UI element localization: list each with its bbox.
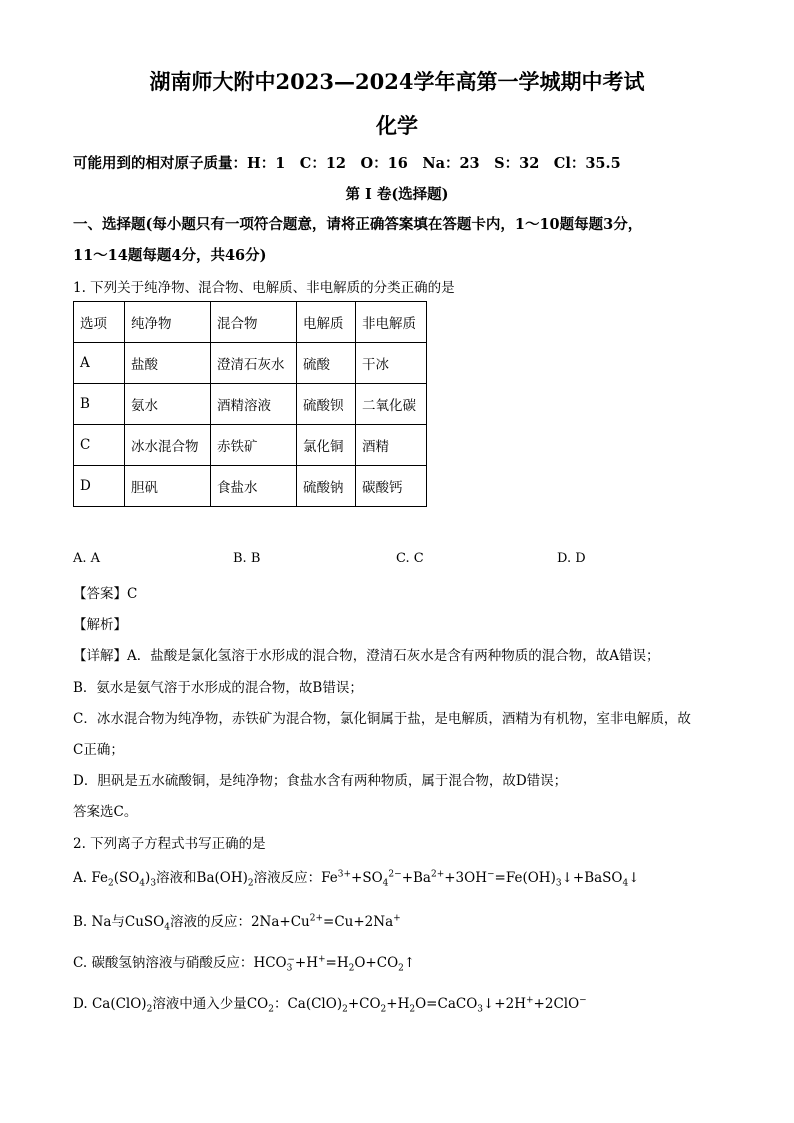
formula: $CO_2$	[246, 996, 274, 1015]
option-c: C. C	[396, 551, 424, 566]
table-cell: 胆矾	[125, 466, 211, 507]
table-cell: 干冰	[356, 343, 427, 384]
table-header-row	[74, 302, 427, 343]
explanation-line: B．氨水是氨气溶于水形成的混合物，故B错误；	[73, 680, 363, 696]
table-cell: C	[74, 425, 125, 466]
table-header-cell: 混合物	[211, 302, 297, 343]
table-header-cell: 纯净物	[125, 302, 211, 343]
explanation-line: 答案选C。	[73, 804, 138, 820]
atomic-masses: 可能用到的相对原子质量：H：1 C：12 O：16 Na：23 S：32 Cl：35.5	[73, 155, 621, 172]
formula: CuSO$_4$	[124, 914, 170, 933]
explanation-line: D．胆矾是五水硫酸铜，是纯净物；食盐水含有两种物质，属于混合物，故D错误；	[73, 773, 568, 789]
formula: $Fe_2(SO_4)_3$	[91, 870, 157, 889]
table-cell: B	[74, 384, 125, 425]
table-cell: D	[74, 466, 125, 507]
table-cell: 二氧化碳	[356, 384, 427, 425]
option-label: A.	[73, 870, 88, 886]
option-label: C.	[73, 955, 88, 971]
option-label: D.	[73, 996, 88, 1012]
volume-title: 第 I 卷(选择题)	[345, 186, 449, 203]
table-header-cell: 电解质	[297, 302, 356, 343]
explanation-line: 【详解】A．盐酸是氯化氢溶于水形成的混合物，澄清石灰水是含有两种物质的混合物，故A错误；	[73, 648, 660, 664]
ionic-equation: $2Na+Cu^{2+}=Cu+2Na^+$	[250, 913, 401, 930]
table-row	[74, 384, 427, 425]
table-header-cell: 非电解质	[356, 302, 427, 343]
subject-title: 化学	[376, 113, 418, 138]
ionic-equation: $Ca(ClO)_2+CO_2+H_2O=CaCO_3↓+2H^++2ClO^-$	[287, 995, 587, 1015]
table-cell: A	[74, 343, 125, 384]
q2-option-b: B. Na与CuSO$_4$溶液的反应：$2Na+Cu^{2+}=Cu+2Na^+$	[73, 913, 401, 933]
table-cell: 硫酸钠	[297, 466, 356, 507]
option-a: A. A	[73, 551, 101, 566]
table-cell: 食盐水	[211, 466, 297, 507]
section-instructions-line1: 一、选择题(每小题只有一项符合题意，请将正确答案填在答题卡内，1～10题每题3分，	[73, 216, 643, 233]
question-1-stem: 1. 下列关于纯净物、混合物、电解质、非电解质的分类正确的是	[73, 280, 455, 296]
table-cell: 冰水混合物	[125, 425, 211, 466]
table-cell: 氨水	[125, 384, 211, 425]
option-d: D. D	[557, 551, 586, 566]
question-2-stem: 2. 下列离子方程式书写正确的是	[73, 836, 266, 852]
q2-option-a: A. $Fe_2(SO_4)_3$溶液和$Ba(OH)_2$溶液反应：$Fe^{3+}+SO_4^{2-}+Ba^{2+}+3OH^-=Fe(OH)_3↓+BaSO_4↓$	[73, 869, 640, 889]
page-title: 湖南师大附中2023—2024学年高第一学城期中考试	[149, 69, 645, 94]
table-cell: 硫酸钡	[297, 384, 356, 425]
table-row	[74, 425, 427, 466]
table-cell: 酒精	[356, 425, 427, 466]
section-instructions-line2: 11～14题每题4分，共46分)	[73, 247, 267, 264]
answer-line: 【答案】C	[73, 586, 138, 602]
explanation-line: C正确；	[73, 742, 124, 758]
formula: $Ca(ClO)_2$	[91, 996, 153, 1015]
table-cell: 碳酸钙	[356, 466, 427, 507]
table-cell: 酒精溶液	[211, 384, 297, 425]
table-row	[74, 466, 427, 507]
q2-option-d: D. $Ca(ClO)_2$溶液中通入少量$CO_2$：$Ca(ClO)_2+CO_2+H_2O=CaCO_3↓+2H^++2ClO^-$	[73, 995, 587, 1015]
option-b: B. B	[233, 551, 261, 566]
table-cell: 赤铁矿	[211, 425, 297, 466]
formula: $Ba(OH)_2$	[196, 870, 254, 889]
analysis-label: 【解析】	[73, 617, 127, 633]
table-cell: 氯化铜	[297, 425, 356, 466]
q2-option-c: C. 碳酸氢钠溶液与硝酸反应：$HCO_3^-+H^+=H_2O+CO_2↑$	[73, 954, 416, 974]
explanation-line: C．冰水混合物为纯净物，赤铁矿为混合物，氯化铜属于盐，是电解质，酒精为有机物，室非电解质，故	[73, 711, 691, 727]
table-cell: 澄清石灰水	[211, 343, 297, 384]
option-label: B. Na与	[73, 914, 125, 930]
ionic-equation: $HCO_3^-+H^+=H_2O+CO_2↑$	[253, 954, 416, 974]
table-row	[74, 343, 427, 384]
ionic-equation: $Fe^{3+}+SO_4^{2-}+Ba^{2+}+3OH^-=Fe(OH)_3↓+BaSO_4↓$	[321, 869, 640, 889]
classification-table	[73, 301, 427, 507]
table-cell: 硫酸	[297, 343, 356, 384]
table-cell: 盐酸	[125, 343, 211, 384]
table-header-cell: 选项	[74, 302, 125, 343]
